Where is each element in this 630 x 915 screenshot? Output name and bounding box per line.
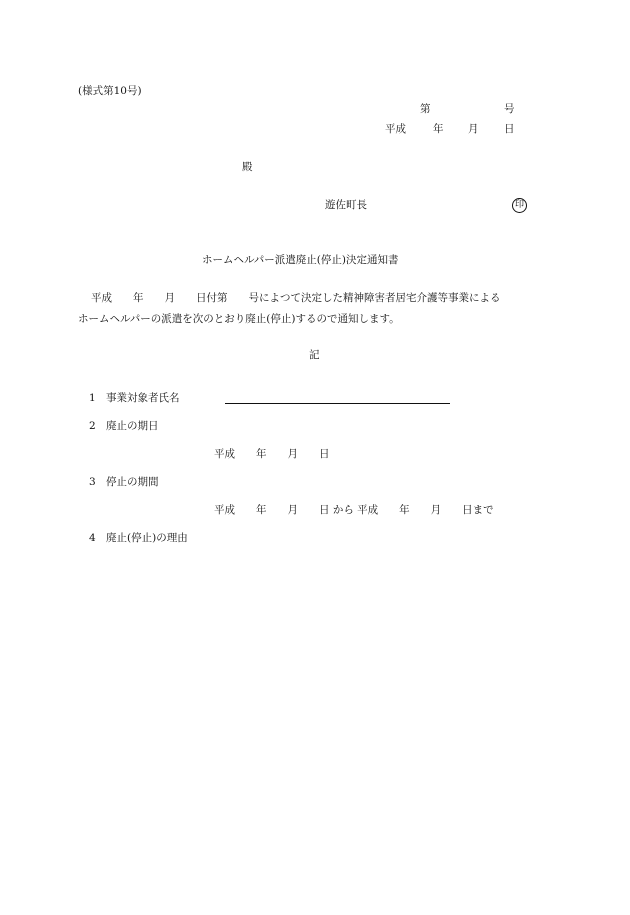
item-4-label: 廃止(停止)の理由: [106, 532, 188, 544]
date-year-unit: 年: [433, 123, 444, 135]
item-3-label: 停止の期間: [106, 476, 159, 488]
item-3-period: 平成 年 月 日 から 平成 年 月 日まで: [214, 504, 494, 516]
item-2-date: 平成 年 月 日: [214, 448, 330, 460]
date-day-unit: 日: [504, 123, 515, 135]
form-number: (様式第10号): [78, 85, 142, 97]
item-1-label: 事業対象者氏名: [106, 392, 180, 404]
date-month-unit: 月: [468, 123, 479, 135]
body-line-2: ホームヘルパーの派遣を次のとおり廃止(停止)するので通知します。: [78, 313, 400, 325]
addressee-honorific: 殿: [242, 161, 253, 173]
document-title: ホームヘルパー派遣廃止(停止)決定通知書: [202, 254, 399, 266]
item-2-label: 廃止の期日: [106, 420, 159, 432]
ki-heading: 記: [309, 349, 320, 361]
doc-number-prefix: 第: [420, 103, 431, 115]
seal-mark: 印: [512, 198, 527, 213]
name-underline: [225, 403, 450, 404]
body-line-1: 平成 年 月 日付第 号によつて決定した精神障害者居宅介護等事業による: [91, 292, 501, 304]
item-4-number: 4: [89, 532, 96, 544]
item-3-number: 3: [89, 476, 96, 488]
item-2-number: 2: [89, 420, 96, 432]
issuer-name: 遊佐町長: [325, 199, 367, 211]
doc-number-suffix: 号: [504, 103, 515, 115]
date-era: 平成: [385, 123, 406, 135]
item-1-number: 1: [89, 392, 96, 404]
